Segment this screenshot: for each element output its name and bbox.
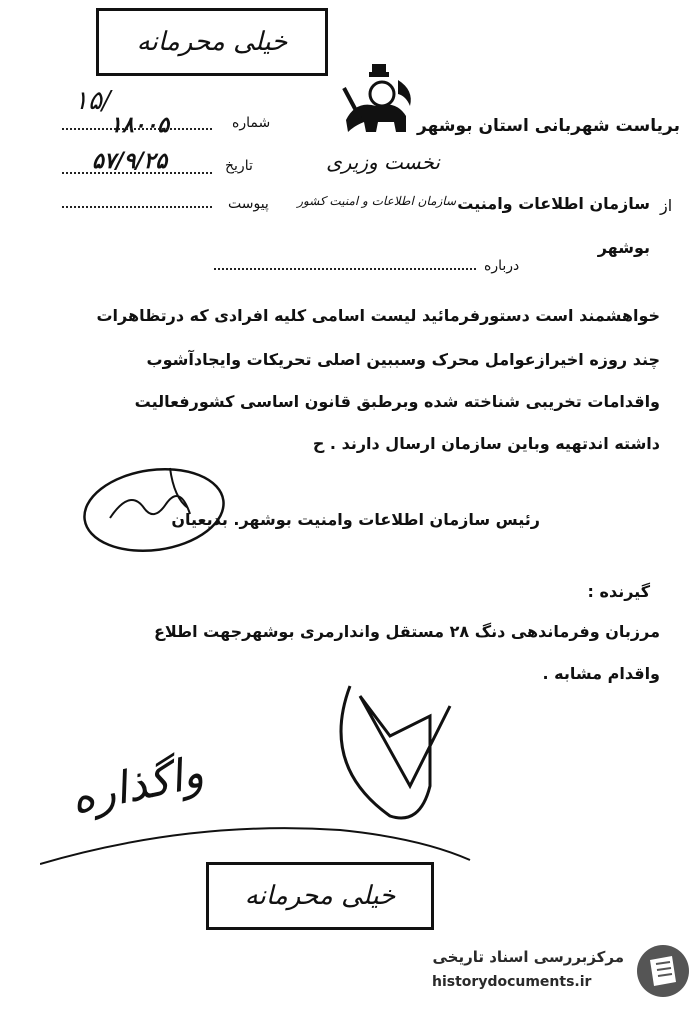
- watermark-url: historydocuments.ir: [432, 974, 592, 990]
- date-value: ۵۷/۹/۲۵: [92, 148, 168, 174]
- recipients-line-2: واقدام مشابه .: [542, 664, 660, 683]
- body-line-1: خواهشمند است دستورفرمائید لیست اسامی کلیه افرادی که درتظاهرات: [96, 306, 660, 325]
- city-text: بوشهر: [597, 238, 650, 257]
- signature-mark: [70, 448, 240, 558]
- body-line-3: واقدامات تخریبی شناخته شده وبرطبق قانون اساسی کشورفعالیت: [134, 392, 660, 411]
- attachment-dotted-line: [62, 206, 212, 208]
- watermark-logo-icon: [634, 942, 692, 1000]
- subject-label: درباره: [484, 258, 520, 274]
- watermark-org-name: مرکزبررسی اسناد تاریخی: [432, 948, 624, 966]
- approval-signature: [310, 676, 470, 836]
- from-prefix: از: [660, 196, 673, 215]
- date-label: تاریخ: [225, 158, 253, 174]
- classification-stamp-bottom: [206, 862, 434, 930]
- from-handwritten: سازمان اطلاعات و امنیت کشور: [297, 194, 456, 208]
- body-line-2: چند روزه اخیرازعوامل محرک وسببین اصلی تحریکات وایجادآشوب: [146, 350, 660, 369]
- classification-stamp-top: [96, 8, 328, 76]
- watermark: [410, 940, 696, 1004]
- to-line: بریاست شهربانی استان بوشهر: [417, 116, 680, 136]
- attachment-label: پیوست: [228, 196, 269, 212]
- number-note: ۱۵/: [74, 86, 111, 116]
- body-line-4: داشته اندتهیه وباین سازمان ارسال دارند . ح: [312, 434, 660, 453]
- signature-line: رئیس سازمان اطلاعات وامنیت بوشهر. بدیعیان: [171, 510, 540, 529]
- classification-text-bottom: خیلی محرمانه: [244, 881, 396, 911]
- from-line: سازمان اطلاعات وامنیت: [457, 194, 650, 213]
- number-label: شماره: [232, 115, 271, 131]
- number-dotted-line: [62, 128, 212, 130]
- date-dotted-line: [62, 172, 212, 174]
- classification-text: خیلی محرمانه: [136, 27, 288, 57]
- number-value: ۱۸۰۰۵: [110, 112, 170, 138]
- recipients-line-1: مرزبان وفرماندهی دنگ ۲۸ مستقل واندارمری بوشهرجهت اطلاع: [153, 622, 660, 641]
- office-name: نخست وزیری: [326, 150, 440, 174]
- subject-dotted-line: [214, 268, 476, 270]
- handwritten-note: واگذاره: [66, 746, 208, 825]
- recipients-label: گیرنده :: [587, 582, 650, 601]
